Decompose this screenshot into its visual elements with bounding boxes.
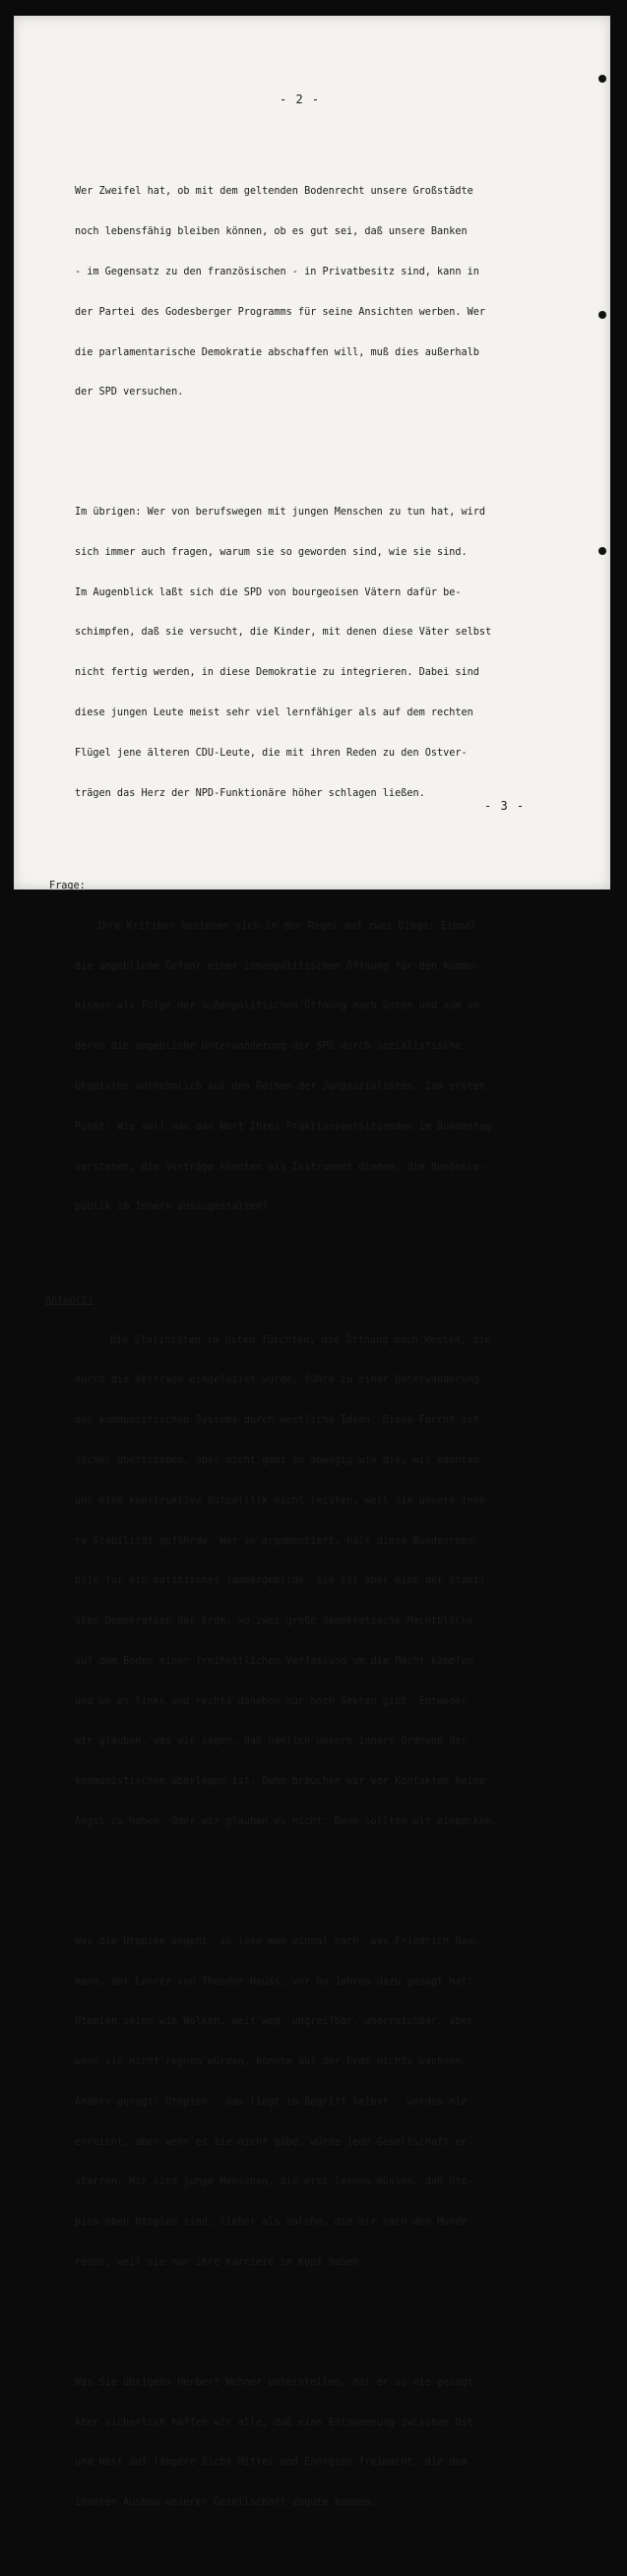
text-line: und West auf längere Sicht Mittel und Energien freimacht, die dem bbox=[75, 2457, 468, 2469]
text-line: Wer Zweifel hat, ob mit dem geltenden Bodenrecht unsere Großstädte bbox=[75, 186, 473, 198]
binder-hole bbox=[598, 75, 606, 83]
page-number-top: - 2 - bbox=[280, 92, 321, 106]
text-line: schimpfen, daß sie versucht, die Kinder, mit denen diese Väter selbst bbox=[75, 627, 492, 639]
text-line: Im Augenblick laßt sich die SPD von bourgeoisen Vätern dafür be- bbox=[75, 586, 462, 598]
text-line: publik im Innern auszugestalten? bbox=[75, 1201, 269, 1213]
text-line: re Stabilität gefährde. Wer so argumentiert, hält diese Bundesrepu- bbox=[75, 1535, 479, 1547]
text-line: wenn sie nicht regnen würden, könnte auf der Erde nichts wachsen. bbox=[75, 2056, 468, 2068]
text-line: Was Sie übrigens Herbert Wehner unterstellen, hat er so nie gesagt. bbox=[75, 2376, 479, 2388]
binder-holes bbox=[593, 16, 608, 889]
question-label: Frage: bbox=[49, 881, 86, 892]
text-line: mann, der Lehrer von Theodor Heuss, vor 6o Jahren dazu gesagt hat: bbox=[75, 1976, 473, 1988]
text-line: nicht fertig werden, in diese Demokratie zu integrieren. Dabei sind bbox=[75, 667, 479, 679]
text-line: verstehen, die Verträge könnten als Instrument dienen, die Bundesre- bbox=[75, 1161, 486, 1173]
text-line: Im übrigen: Wer von berufswegen mit jungen Menschen zu tun hat, wird bbox=[75, 507, 486, 519]
text-line: diese jungen Leute meist sehr viel lernfähiger als auf dem rechten bbox=[75, 706, 473, 718]
answer-paragraph bbox=[45, 1294, 587, 1856]
paragraph-2 bbox=[75, 479, 587, 827]
text-line: pien eben Utopien sind, lieber als solche, die mir nach dem Munde bbox=[75, 2217, 468, 2229]
text-line: die angebliche Gefahr einer innenpolitischen Öffnung für den Kommu- bbox=[75, 960, 479, 972]
text-line: Ihre Kritiker beziehen sich in der Regel auf zwei Dinge: Einmal bbox=[96, 920, 477, 932]
binder-hole bbox=[598, 547, 606, 555]
text-line: die parlamentarische Demokratie abschaffen will, muß dies außerhalb bbox=[75, 346, 479, 358]
text-line: der Partei des Godesberger Programms für seine Ansichten werben. Wer bbox=[75, 306, 486, 318]
text-line: kommunistischen überlegen ist. Dann brauchen wir vor Kontakten keine bbox=[75, 1776, 486, 1788]
text-line: des kommunistischen Systems durch westliche Ideen. Diese Furcht ist bbox=[75, 1415, 479, 1427]
text-line: blik für ein politisches Jammergebilde. Sie ist aber eine der stabil- bbox=[75, 1575, 492, 1587]
text-line: deren die angebliche Unterwanderung der SPD durch sozialistische bbox=[75, 1041, 462, 1053]
text-line: Angst zu haben. Oder wir glauben es nicht. Dann sollten wir einpacken. bbox=[75, 1816, 498, 1828]
text-line: trägen das Herz der NPD-Funktionäre höher schlagen ließen. bbox=[75, 787, 425, 799]
text-line: auf dem Boden einer freiheitlichen Verfassung um die Macht kämpfen bbox=[75, 1655, 473, 1667]
text-line: durch die Verträge eingeleitet wurde, führe zu einer Unterwanderung bbox=[75, 1375, 479, 1386]
body-text bbox=[45, 132, 587, 2576]
text-line: - im Gegensatz zu den französischen - in Privatbesitz sind, kann in bbox=[75, 266, 479, 277]
text-line: nismus als Folge der außenpolitischen Öffnung nach Osten und zum an- bbox=[75, 1001, 486, 1012]
text-line: erreicht, aber wenn es sie nicht gäbe, würde jede Gesellschaft er- bbox=[75, 2136, 473, 2148]
text-line: Utopisten vornehmlich aus den Reihen der Jungsozialisten. Zum ersten bbox=[75, 1080, 486, 1092]
page-number-bottom: - 3 - bbox=[484, 799, 526, 813]
text-line: Anders gesagt: Utopien - das liegt im Begriff selbst - werden nie bbox=[75, 2096, 468, 2108]
text-line: Utopien seien wie Wolken, weit weg, ungreifbar, unerreichbar, aber bbox=[75, 2016, 473, 2028]
binder-hole bbox=[598, 311, 606, 319]
text-line: starren. Mir sind junge Menschen, die erst lernen müssen, daß Uto- bbox=[75, 2177, 473, 2188]
answer-label: Antwort: bbox=[45, 1294, 94, 1306]
paragraph-utopien bbox=[75, 1909, 587, 2297]
text-line: reden, weil sie nur ihre Karriere im Kopf haben. bbox=[75, 2257, 365, 2269]
paragraph-wehner bbox=[75, 2350, 587, 2537]
text-line: noch lebensfähig bleiben können, ob es gut sei, daß unsere Banken bbox=[75, 226, 468, 238]
text-line: Aber sicherlich hoffen wir alle, daß eine Entspannung zwischen Ost bbox=[75, 2417, 473, 2428]
paragraph-1 bbox=[75, 158, 587, 426]
text-line: sten Demokratien der Erde, wo zwei große demokratische Machtblöcke bbox=[75, 1616, 473, 1627]
text-line: wir glauben, was wir sagen, daß nämlich unsere innere Ordnung der bbox=[75, 1736, 468, 1748]
text-line: sicher übertrieben, aber nicht ganz so abwegig wie die, wir könnten bbox=[75, 1455, 479, 1466]
text-line: und wo es links und rechts daneben nur noch Sekten gibt. Entweder bbox=[75, 1695, 468, 1707]
text-line: der SPD versuchen. bbox=[75, 387, 184, 399]
question-paragraph bbox=[49, 880, 587, 1241]
text-line: Flügel jene älteren CDU-Leute, die mit ihren Reden zu den Ostver- bbox=[75, 747, 468, 759]
text-line: Was die Utopien angeht, so lese man einmal nach, was Friedrich Nau- bbox=[75, 1935, 479, 1947]
text-line: sich immer auch fragen, warum sie so geworden sind, wie sie sind. bbox=[75, 546, 468, 558]
text-line: Die Stalinisten im Osten fürchten, die Öffnung nach Westen, die bbox=[110, 1334, 491, 1346]
text-line: uns eine konstruktive Ostpolitik nicht leisten, weil sie unsere inne- bbox=[75, 1495, 492, 1506]
text-line: Punkt: Wie soll man das Wort Ihres Fraktionsvorsitzenden im Bundestag bbox=[75, 1121, 492, 1133]
text-line: inneren Ausbau unserer Gesellschaft zugute kommen. bbox=[75, 2497, 377, 2509]
document-page bbox=[14, 16, 610, 2509]
